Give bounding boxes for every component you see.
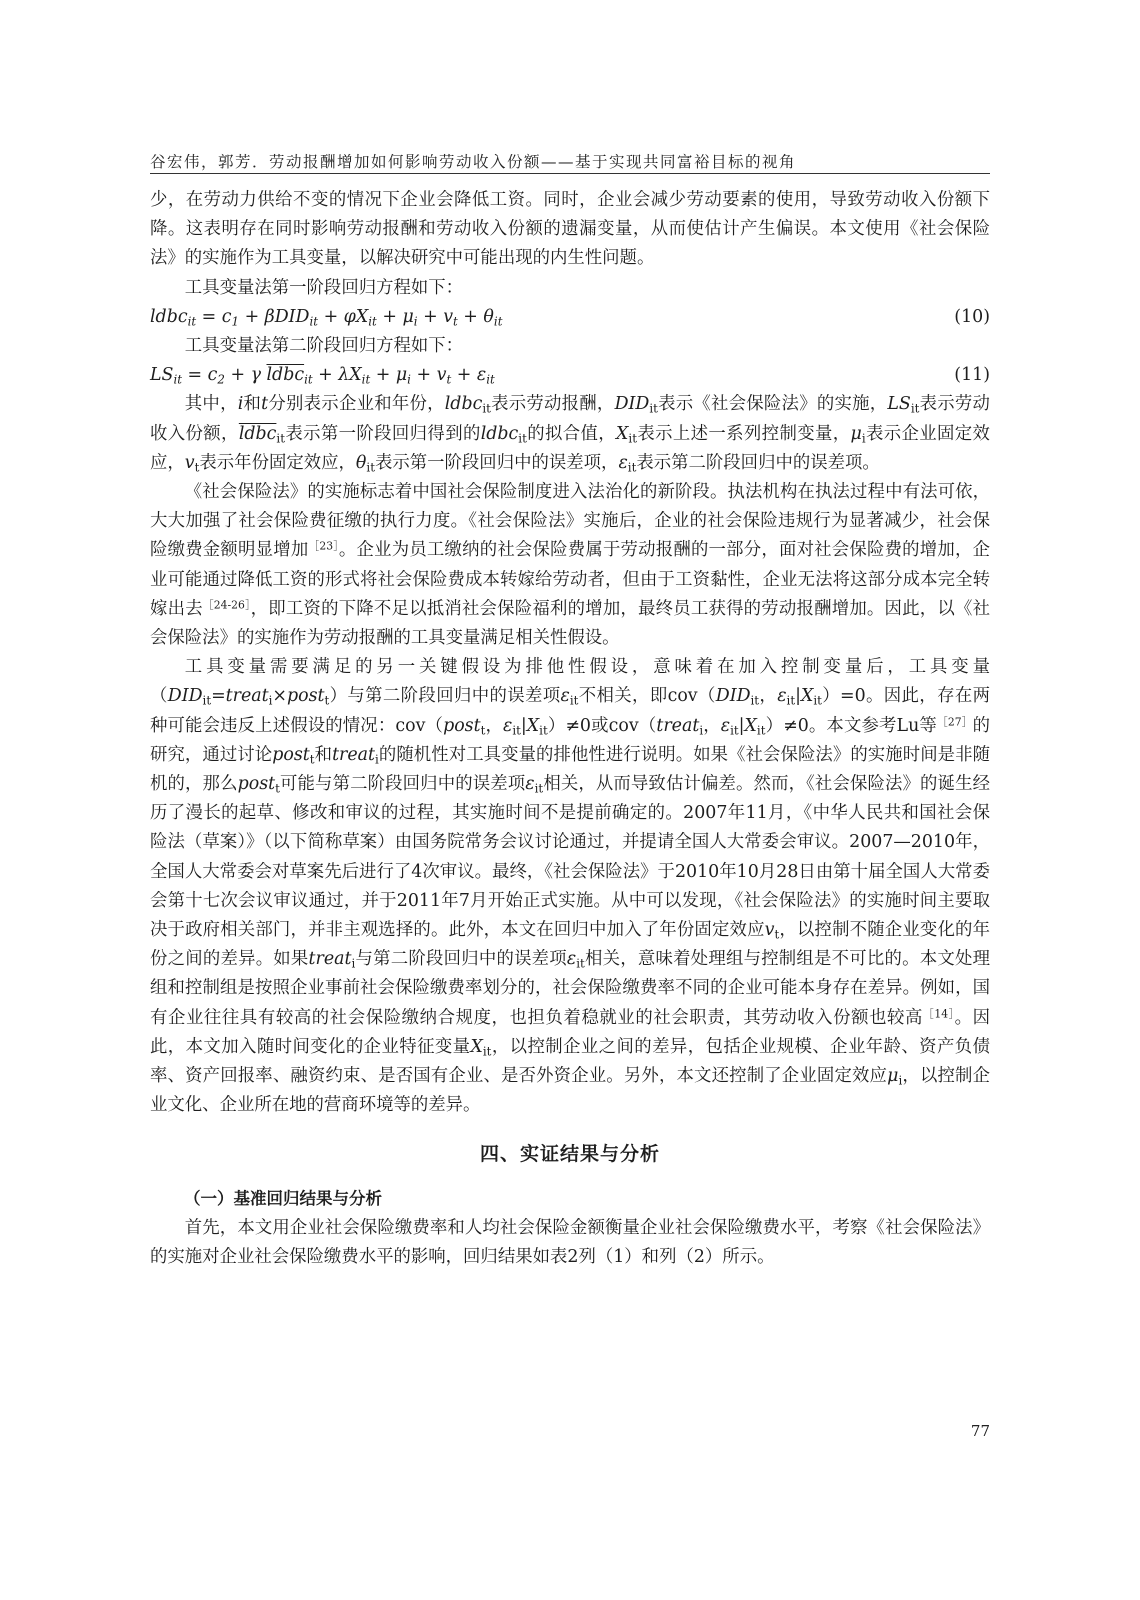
equation-10: [150, 303, 990, 332]
paragraph-variable-definitions: 其中，i和t分别表示企业和年份，ldbc$_{it}$表示劳动报酬，$DID_{it}$表示《社会保险法》的实施，$LS_{it}$表示劳动收入份额，ldbc$_{it}$表示第一阶段回归得到的ldbc$_{it}$的拟合值，$X_{it}$表示上述一系列控制变量，$\mu_i$表示企业固定效应，$v_t$表示年份固定效应，$\theta_{it}$表示第一阶段回归中的误差项，$\varepsilon_{it}$表示第二阶段回归中的误差项。: [150, 394, 990, 475]
paragraph-exclusion-assumption: 工具变量需要满足的另一关键假设为排他性假设，意味着在加入控制变量后，工具变量$(DID_{it}=treat_i\times post_t)$与第二阶段回归中的误差项$\varepsilon_{it}$不相关，即$cov(DID_{it}$，$\varepsilon_{it}|X_{it})=0$。因此，存在两种可能会违反上述假设的情况：cov（post$_t$，$\varepsilon_{it}|X_{it})\ne 0$或cov（treat$_i$，$\varepsilon_{it}|X_{it})\ne 0$。本文参考Lu等$^{[27]}$的研究，通过讨论post$_t$和treat$_i$的随机性对工具变量的排他性进行说明。如果《社会保险法》的实施时间是非随机的，那么post$_t$可能与第二阶段回归中的误差项$\varepsilon_{it}$相关，从而导致估计偏差。然而，《社会保险法》的诞生经历了漫长的起草、修改和审议的过程，其实施时间不是提前确定的。2007年11月，《中华人民共和国社会保险法（草案）》（以下简称草案）由国务院常务会议讨论通过，并提请全国人大常委会审议。2007—2010年，全国人大常委会对草案先后进行了4次审议。最终，《社会保险法》于2010年10月28日由第十届全国人大常委会第十七次会议审议通过，并于2011年7月开始正式实施。从中可以发现，《社会保险法》的实施时间主要取决于政府相关部门，并非主观选择的。此外，本文在回归中加入了年份固定效应$v_t$，以控制不随企业变化的年份之间的差异。如果treat$_i$与第二阶段回归中的误差项$\varepsilon_{it}$相关，意味着处理组与控制组是不可比的。本文处理组和控制组是按照企业事前社会保险缴费率划分的，社会保险缴费率不同的企业可能本身存在差异。例如，国有企业往往具有较高的社会保险缴纳合规度，也担负着稳就业的社会职责，其劳动收入份额也较高$^{[14]}$。因此，本文加入随时间变化的企业特征变量$X_{it}$，以控制企业之间的差异，包括企业规模、企业年龄、资产负债率、资产回报率、融资约束、是否国有企业、是否外资企业。另外，本文还控制了企业固定效应$\mu_i$，以控制企业文化、企业所在地的营商环境等的差异。: [150, 657, 990, 1116]
equation-11-body: $LS_{it} = c_2 + \gamma$ ldbc$_{it}$ + $\lambda X_{it} + \mu_i + v_t + \varepsilon_{it}$: [150, 365, 495, 387]
header-rule: [150, 173, 990, 174]
equation-10-body: ldbc$_{it}$ = $c_1 + \beta DID_{it} + \varphi X_{it} + \mu_i + v_t + \theta_{it}$: [150, 306, 503, 329]
paragraph-1: 少，在劳动力供给不变的情况下企业会降低工资。同时，企业会减少劳动要素的使用，导致劳动收入份额下降。这表明存在同时影响劳动报酬和劳动收入份额的遗漏变量，从而使估计产生偏误。本文使用《社会保险法》的实施作为工具变量，以解决研究中可能出现的内生性问题。: [150, 190, 990, 269]
subsection-heading: （一）基准回归结果与分析: [184, 1189, 382, 1209]
section-heading: 四、实证结果与分析: [479, 1143, 660, 1166]
paragraph-baseline: 首先，本文用企业社会保险缴费率和人均社会保险金额衡量企业社会保险缴费水平，考察《社会保险法》的实施对企业社会保险缴费水平的影响，回归结果如表2列（1）和列（2）所示。: [150, 1217, 990, 1267]
equation-11-number: (11): [954, 365, 990, 386]
equation-11: [150, 361, 990, 390]
paragraph-relevance-assumption: 《社会保险法》的实施标志着中国社会保险制度进入法治化的新阶段。执法机构在执法过程中有法可依，大大加强了社会保险费征缴的执行力度。《社会保险法》实施后，企业的社会保险违规行为显著减少，社会保险缴费金额明显增加$^{[23]}$。企业为员工缴纳的社会保险费属于劳动报酬的一部分，面对社会保险费的增加，企业可能通过降低工资的形式将社会保险费成本转嫁给劳动者，但由于工资黏性，企业无法将这部分成本完全转嫁出去$^{[24-26]}$，即工资的下降不足以抵消社会保险福利的增加，最终员工获得的劳动报酬增加。因此，以《社会保险法》的实施作为劳动报酬的工具变量满足相关性假设。: [150, 482, 990, 649]
paragraph-second-stage-intro: 工具变量法第二阶段回归方程如下：: [184, 336, 464, 356]
equation-10-number: (10): [954, 306, 990, 327]
paragraph-first-stage-intro: 工具变量法第一阶段回归方程如下：: [184, 277, 464, 298]
body-text: [150, 186, 990, 1272]
running-header: 谷宏伟，郭芳．劳动报酬增加如何影响劳动收入份额——基于实现共同富裕目标的视角: [150, 153, 797, 171]
page-number: 77: [970, 1422, 990, 1440]
